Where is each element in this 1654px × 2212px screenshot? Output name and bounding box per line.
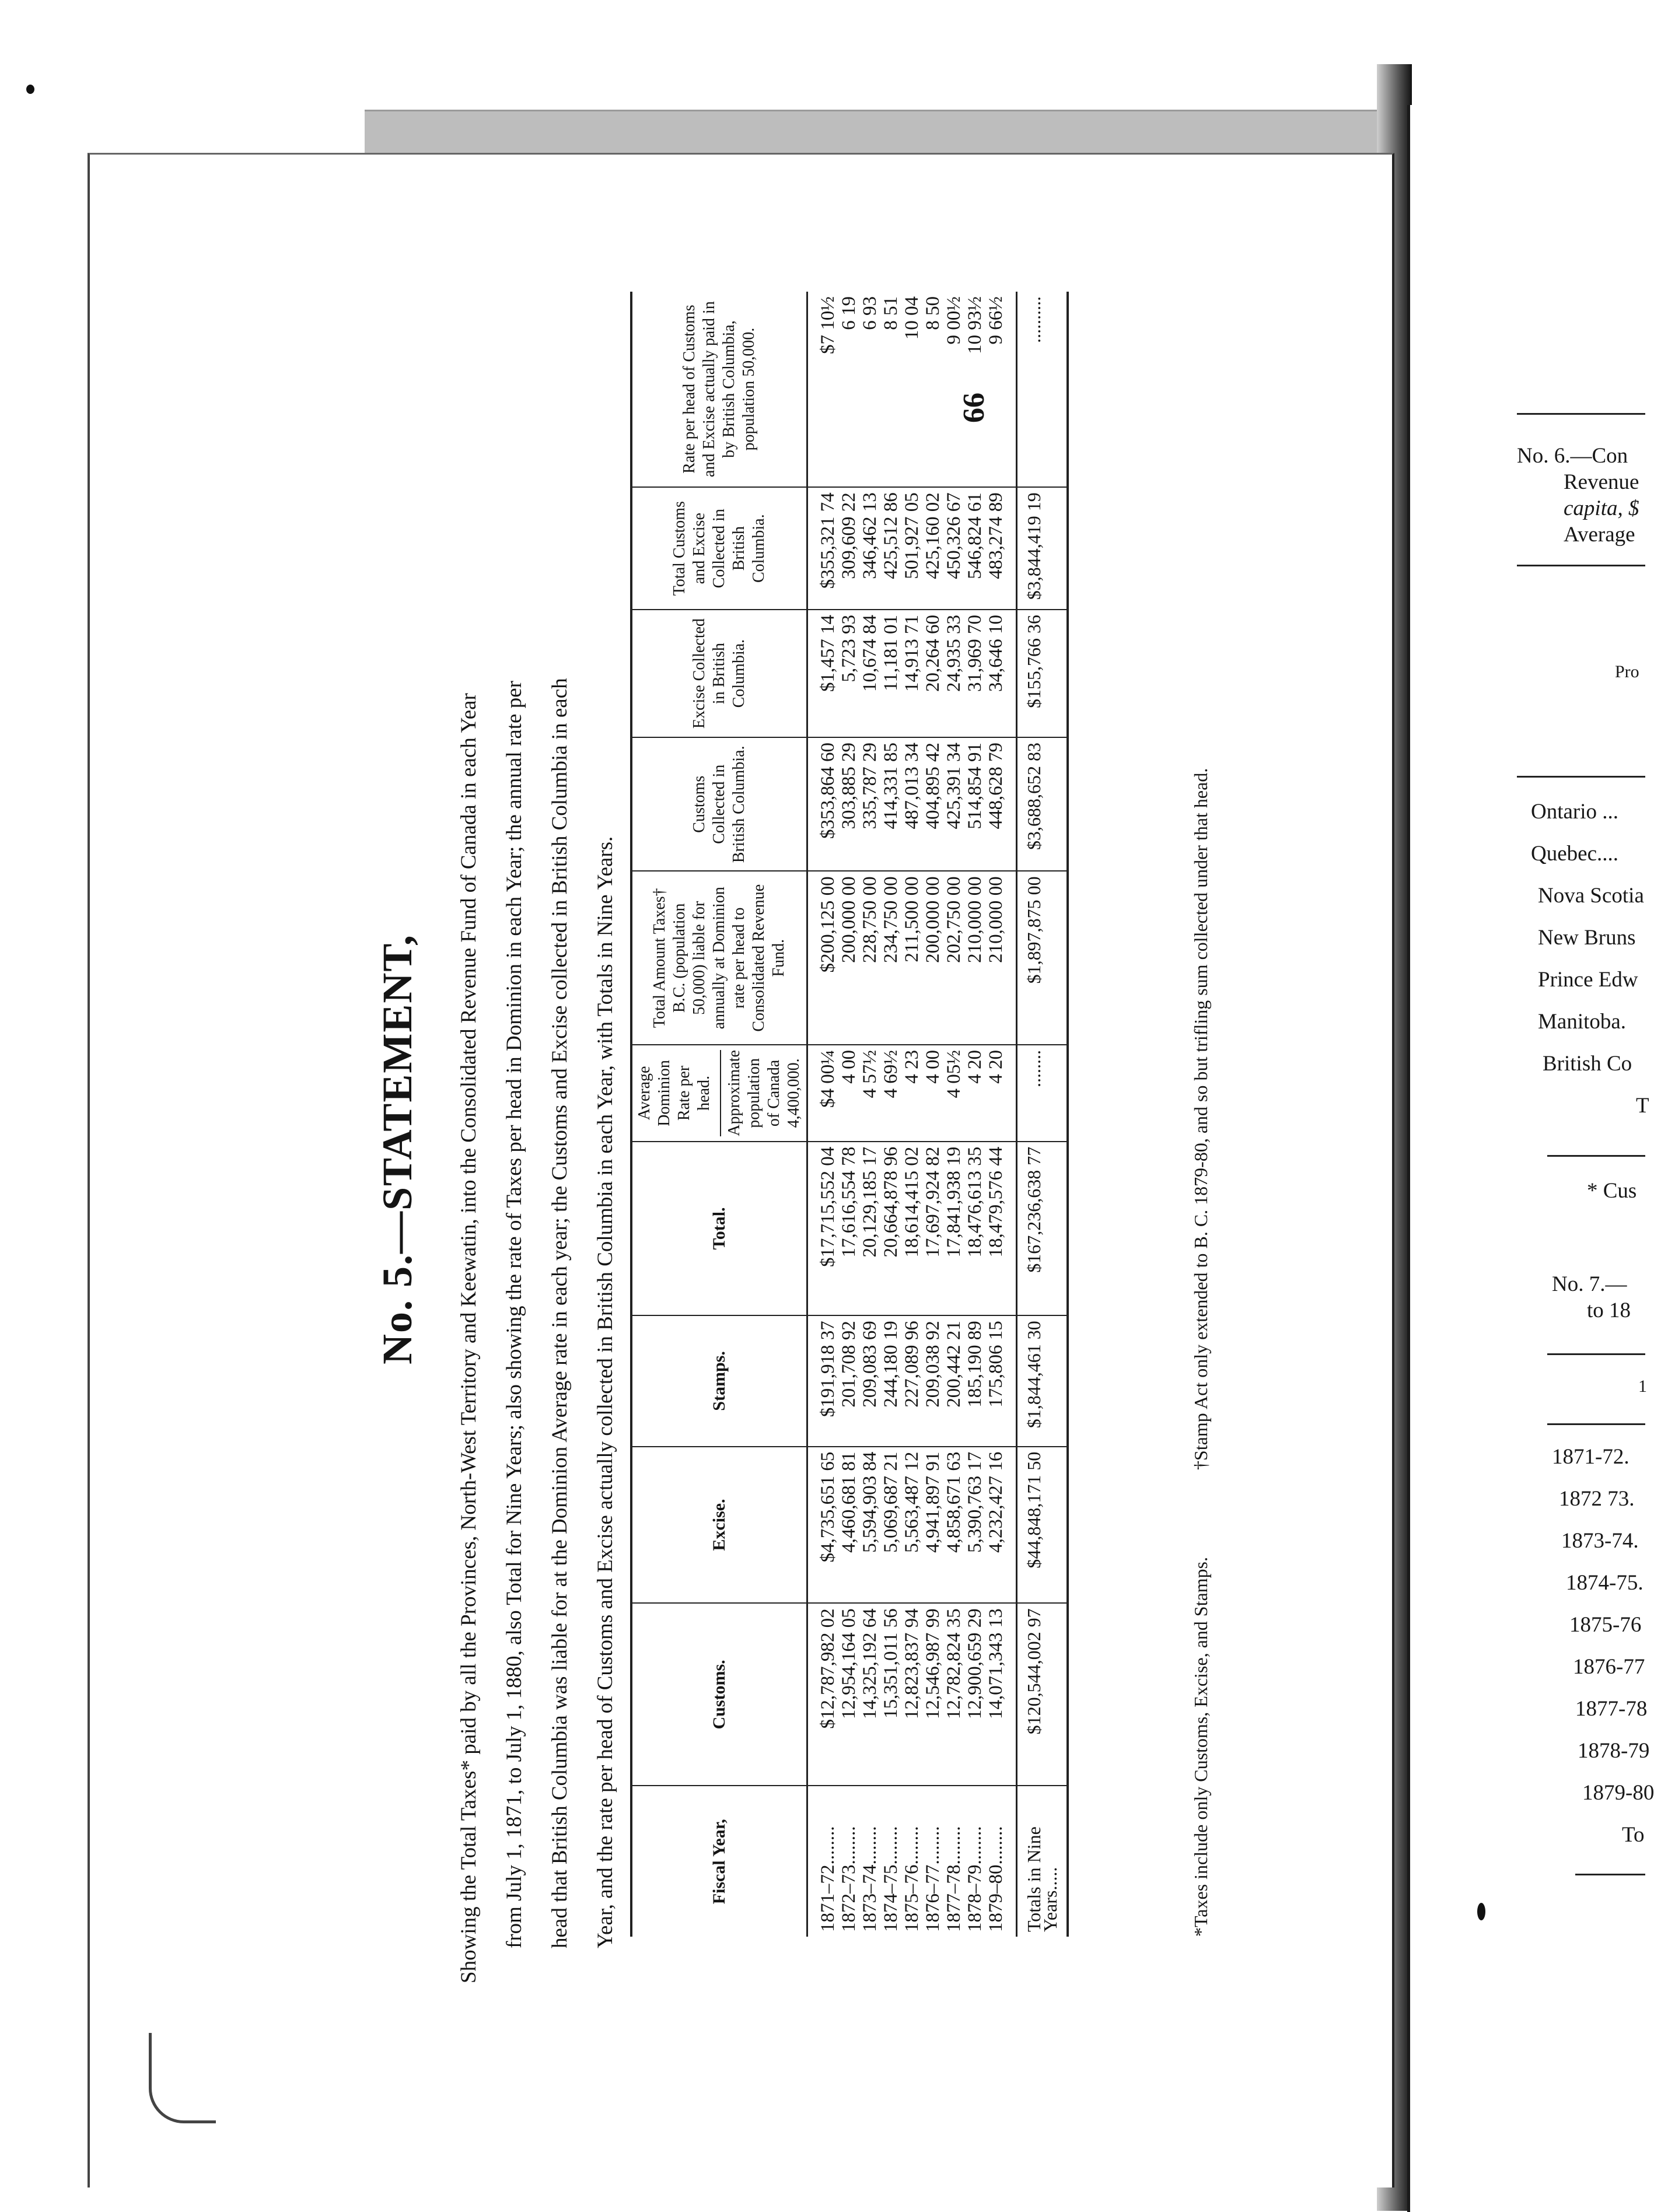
- cell-stamps: 185,190 89: [964, 1315, 985, 1446]
- header-bc-liable: Total Amount Taxes† B.C. (population 50,000) liable for annually at Dominion rate per head to Consolidated Revenue Fund.: [631, 871, 807, 1045]
- cell-bc-rate: 6 19: [838, 296, 859, 330]
- cell-bc-liable: 200,000 00: [838, 871, 859, 1045]
- cell-rate: 4 23: [901, 1045, 922, 1142]
- table-row: [964, 292, 985, 1937]
- table-row: [838, 292, 859, 1937]
- cell-excise: 5,594,903 84: [859, 1447, 880, 1604]
- header-bc-customs: Customs Collected in British Columbia.: [631, 737, 807, 871]
- cell-bc-liable: 202,750 00: [943, 871, 964, 1045]
- header-total: Total.: [631, 1142, 807, 1315]
- province-label: New Bruns: [1538, 926, 1636, 950]
- year-label: 1873-74.: [1561, 1529, 1639, 1553]
- cell-bc-excise: 10,674 84: [859, 610, 880, 737]
- cell-bc-rate: 6 93: [859, 296, 880, 330]
- province-label: British Co: [1543, 1052, 1632, 1076]
- totals-bc-excise: $155,766 36: [1017, 610, 1068, 737]
- no6-heading-line: Average: [1564, 523, 1635, 547]
- table-row: [859, 292, 880, 1937]
- province-label: Nova Scotia: [1538, 884, 1644, 908]
- cell-total: 17,616,554 78: [838, 1142, 859, 1315]
- cell-rate: 4 05½: [943, 1045, 964, 1142]
- description-line: Showing the Total Taxes* paid by all the Provinces, North-West Territory and Keewatin, into the Consolidated Revenue Fund of Canada in each Year: [457, 693, 481, 1983]
- cell-bc-rate: 9 00½: [943, 296, 964, 345]
- cell-bc-total: $355,321 74: [807, 487, 839, 610]
- cell-bc-rate: 8 51: [880, 296, 901, 330]
- year-label: 1874-75.: [1566, 1571, 1643, 1595]
- description-line: head that British Columbia was liable for at the Dominion Average rate in each year; the Customs and Excise collected in British Columbia in each: [548, 678, 572, 1948]
- totals-bc-liable: $1,897,875 00: [1017, 871, 1068, 1045]
- no6-heading-line: Revenue: [1564, 470, 1639, 494]
- cell-bc-customs: 303,885 29: [838, 737, 859, 871]
- cell-rate: 4 00: [922, 1045, 943, 1142]
- cell-year: 1879–80........: [985, 1786, 1017, 1937]
- cell-bc-total: 425,160 02: [922, 487, 943, 610]
- totals-bc-total: $3,844,419 19: [1017, 487, 1068, 610]
- header-bc-excise: Excise Collected in British Columbia.: [631, 610, 807, 737]
- cell-customs: 12,954,164 05: [838, 1603, 859, 1786]
- facing-page: [1407, 105, 1648, 2212]
- description-line: from July 1, 1871, to July 1, 1880, also Total for Nine Years; also showing the rate of Taxes per head in Dominion in each Year; the annual rate per: [502, 681, 526, 1948]
- cell-stamps: 209,038 92: [922, 1315, 943, 1446]
- totals-label-line: Years.....: [1040, 1867, 1061, 1932]
- cell-bc-liable: 234,750 00: [880, 871, 901, 1045]
- header-customs: Customs.: [631, 1603, 807, 1786]
- cell-bc-customs: 404,895 42: [922, 737, 943, 871]
- cell-bc-excise: 34,646 10: [985, 610, 1017, 737]
- cell-rate: 4 69½: [880, 1045, 901, 1142]
- cell-year: 1877–78........: [943, 1786, 964, 1937]
- table-row: [880, 292, 901, 1937]
- cell-bc-liable: 200,000 00: [922, 871, 943, 1045]
- cell-stamps: 201,708 92: [838, 1315, 859, 1446]
- cell-bc-customs: 514,854 91: [964, 737, 985, 871]
- header-stamps: Stamps.: [631, 1315, 807, 1446]
- total-label: To: [1622, 1823, 1645, 1847]
- cell-year: 1871–72........: [807, 1786, 839, 1937]
- ink-speck: [1477, 1903, 1485, 1920]
- cell-customs: 14,325,192 64: [859, 1603, 880, 1786]
- cell-customs: 12,823,837 94: [901, 1603, 922, 1786]
- cell-bc-customs: $353,864 60: [807, 737, 839, 871]
- cell-bc-excise: 11,181 01: [880, 610, 901, 737]
- cell-bc-customs: 414,331 85: [880, 737, 901, 871]
- province-label: Ontario ...: [1531, 800, 1619, 824]
- cell-bc-total: 546,824 61: [964, 487, 985, 610]
- cell-stamps: $191,918 37: [807, 1315, 839, 1446]
- totals-bc-customs: $3,688,652 83: [1017, 737, 1068, 871]
- rule: [1547, 1353, 1645, 1355]
- cell-stamps: 227,089 96: [901, 1315, 922, 1446]
- table-row: [807, 292, 839, 1937]
- cell-rate: 4 00: [838, 1045, 859, 1142]
- header-population: Approximate population of Canada 4,400,000.: [720, 1050, 804, 1136]
- cell-excise: 5,069,687 21: [880, 1447, 901, 1604]
- cell-bc-total: 346,462 13: [859, 487, 880, 610]
- cell-bc-excise: 20,264 60: [922, 610, 943, 737]
- cell-bc-rate: 10 93½: [964, 296, 985, 354]
- cell-total: 18,476,613 35: [964, 1142, 985, 1315]
- page-number: 66: [957, 393, 991, 423]
- statement-rotated: [327, 292, 1260, 1983]
- year-label: 1875-76: [1569, 1613, 1642, 1637]
- no6-heading-line: capita, $: [1564, 496, 1639, 520]
- header-bc-rate: Rate per head of Customs and Excise actually paid in by British Columbia, population 50,000.: [631, 292, 807, 487]
- cell-total: 17,841,938 19: [943, 1142, 964, 1315]
- cell-year: 1878–79........: [964, 1786, 985, 1937]
- cell-stamps: 200,442 21: [943, 1315, 964, 1446]
- cell-stamps: 175,806 15: [985, 1315, 1017, 1446]
- footnote-customs: * Cus: [1587, 1179, 1637, 1203]
- footnote-taxes: *Taxes include only Customs, Excise, and Stamps.: [1190, 1556, 1211, 1937]
- cell-bc-customs: 335,787 29: [859, 737, 880, 871]
- cell-bc-liable: 228,750 00: [859, 871, 880, 1045]
- cell-customs: 12,546,987 99: [922, 1603, 943, 1786]
- year-label: 1877-78: [1575, 1697, 1648, 1721]
- tax-table: [630, 292, 1069, 1937]
- cell-stamps: 244,180 19: [880, 1315, 901, 1446]
- cell-bc-excise: 24,935 33: [943, 610, 964, 737]
- no7-heading-line: No. 7.—: [1552, 1272, 1627, 1296]
- totals-stamps: $1,844,461 30: [1017, 1315, 1068, 1446]
- cell-bc-customs: 425,391 34: [943, 737, 964, 871]
- col-header: 1: [1638, 1377, 1647, 1396]
- cell-bc-total: 450,326 67: [943, 487, 964, 610]
- province-label: Quebec....: [1531, 842, 1618, 866]
- cell-bc-excise: $1,457 14: [807, 610, 839, 737]
- cell-total: 20,664,878 96: [880, 1142, 901, 1315]
- description-line: Year, and the rate per head of Customs and Excise actually collected in British Columbia in each Year, with Totals in Nine Years.: [593, 836, 617, 1948]
- cell-year: 1872–73........: [838, 1786, 859, 1937]
- rule: [1575, 1874, 1645, 1875]
- province-label: Manitoba.: [1538, 1010, 1627, 1034]
- cell-bc-customs: 487,013 34: [901, 737, 922, 871]
- cell-bc-liable: $200,125 00: [807, 871, 839, 1045]
- rule: [1517, 413, 1645, 415]
- table-row: [901, 292, 922, 1937]
- cell-bc-rate: 10 04: [901, 296, 922, 340]
- cell-excise: 4,858,671 63: [943, 1447, 964, 1604]
- footnote-stamp-act: †Stamp Act only extended to B. C. 1879-80, and so but trifling sum collected under that head.: [1190, 768, 1211, 1470]
- cell-year: 1873–74........: [859, 1786, 880, 1937]
- totals-total: $167,236,638 77: [1017, 1142, 1068, 1315]
- cell-bc-customs: 448,628 79: [985, 737, 1017, 871]
- cell-customs: 14,071,343 13: [985, 1603, 1017, 1786]
- year-label: 1879-80: [1582, 1781, 1654, 1805]
- table-row: [985, 292, 1017, 1937]
- cell-bc-rate: 9 66½: [985, 296, 1006, 345]
- cell-year: 1875–76........: [901, 1786, 922, 1937]
- cell-bc-rate: 8 50: [922, 296, 943, 330]
- rule: [1517, 565, 1645, 566]
- totals-customs: $120,544,002 97: [1017, 1603, 1068, 1786]
- cell-bc-excise: 31,969 70: [964, 610, 985, 737]
- year-label: 1878-79: [1578, 1739, 1650, 1763]
- cell-customs: 15,351,011 56: [880, 1603, 901, 1786]
- cell-stamps: 209,083 69: [859, 1315, 880, 1446]
- province-label: Prince Edw: [1538, 968, 1638, 992]
- statement-title: No. 5.—STATEMENT,: [374, 933, 421, 1365]
- totals-label-line: Totals in Nine: [1023, 1826, 1044, 1932]
- totals-rate: ........: [1017, 1045, 1068, 1142]
- cell-excise: 5,563,487 12: [901, 1447, 922, 1604]
- cell-bc-rate: $7 10½: [817, 296, 838, 354]
- cell-customs: $12,787,982 02: [807, 1603, 839, 1786]
- cell-excise: 5,390,763 17: [964, 1447, 985, 1604]
- header-excise: Excise.: [631, 1447, 807, 1604]
- cell-year: 1876–77........: [922, 1786, 943, 1937]
- cell-excise: 4,460,681 81: [838, 1447, 859, 1604]
- cell-bc-total: 483,274 89: [985, 487, 1017, 610]
- cell-bc-liable: 210,000 00: [964, 871, 985, 1045]
- cell-bc-total: 501,927 05: [901, 487, 922, 610]
- no7-heading-line: to 18: [1587, 1298, 1631, 1322]
- page-corner-curl: [149, 2033, 216, 2123]
- totals-bc-rate: ..........: [1017, 292, 1068, 487]
- province-label: T: [1636, 1094, 1649, 1118]
- header-bc-total: Total Customs and Excise Collected in British Columbia.: [631, 487, 807, 610]
- year-label: 1871-72.: [1552, 1445, 1629, 1469]
- cell-year: 1874–75........: [880, 1786, 901, 1937]
- cell-bc-total: 425,512 86: [880, 487, 901, 610]
- cell-excise: 4,232,427 16: [985, 1447, 1017, 1604]
- totals-label: [1017, 1786, 1068, 1937]
- rule: [1547, 1423, 1645, 1425]
- header-rate-label: Average Dominion Rate per head.: [635, 1060, 713, 1126]
- cell-rate: 4 57½: [859, 1045, 880, 1142]
- table-row: [943, 292, 964, 1937]
- cell-total: 17,697,924 82: [922, 1142, 943, 1315]
- rule: [1517, 776, 1645, 778]
- ink-speck: [26, 85, 34, 94]
- year-label: 1876-77: [1573, 1655, 1645, 1679]
- cell-bc-liable: 210,000 00: [985, 871, 1017, 1045]
- totals-row: [1017, 292, 1068, 1937]
- year-label: 1872 73.: [1559, 1487, 1635, 1511]
- cell-rate: 4 20: [964, 1045, 985, 1142]
- table-header-row: [631, 292, 807, 1937]
- cell-rate: 4 20: [985, 1045, 1017, 1142]
- cell-rate: $4 00¼: [807, 1045, 839, 1142]
- cell-customs: 12,900,659 29: [964, 1603, 985, 1786]
- col-header: Pro: [1615, 662, 1639, 681]
- header-rate: [631, 1045, 807, 1142]
- cell-customs: 12,782,824 35: [943, 1603, 964, 1786]
- cell-bc-total: 309,609 22: [838, 487, 859, 610]
- cell-excise: $4,735,651 65: [807, 1447, 839, 1604]
- cell-total: 18,614,415 02: [901, 1142, 922, 1315]
- rule: [1547, 1155, 1645, 1157]
- cell-total: $17,715,552 04: [807, 1142, 839, 1315]
- no6-heading-line: No. 6.—Con: [1517, 444, 1628, 468]
- cell-total: 20,129,185 17: [859, 1142, 880, 1315]
- cell-bc-excise: 14,913 71: [901, 610, 922, 737]
- cell-bc-liable: 211,500 00: [901, 871, 922, 1045]
- totals-excise: $44,848,171 50: [1017, 1447, 1068, 1604]
- cell-total: 18,479,576 44: [985, 1142, 1017, 1315]
- table-row: [922, 292, 943, 1937]
- cell-excise: 4,941,897 91: [922, 1447, 943, 1604]
- cell-bc-excise: 5,723 93: [838, 610, 859, 737]
- header-fiscal-year: Fiscal Year,: [631, 1786, 807, 1937]
